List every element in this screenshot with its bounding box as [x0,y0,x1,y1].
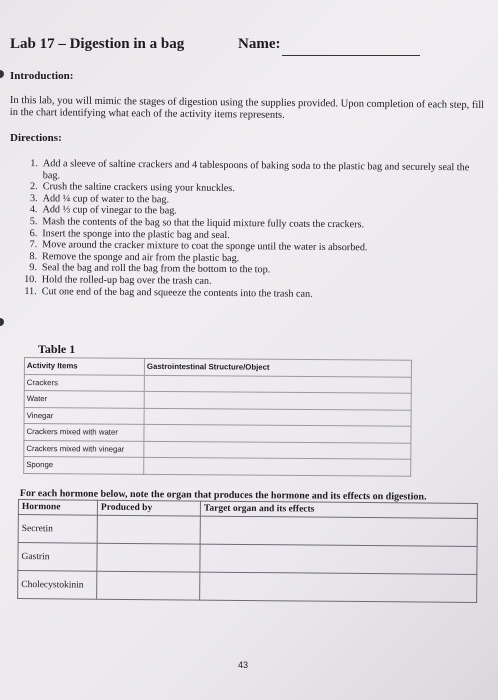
activity-item-cell: Crackers [24,374,144,391]
direction-step: 2. Crush the saltine crackers using your knuckles. [30,181,235,195]
answer-cell[interactable] [144,441,411,459]
direction-step: 1. Add a sleeve of saltine crackers and 4 tablespoons of baking soda to the plastic bag and securely seal the bag. [30,158,470,181]
table-row [18,543,477,575]
hormone-section-heading: For each hormone below, note the organ that produces the hormone and its effects on digestion. [19,488,427,503]
table1-heading: Table 1 [38,342,76,356]
answer-cell[interactable] [97,543,200,572]
answer-cell[interactable] [200,516,477,546]
direction-step: 5. Mash the contents of the bag so that the liquid mixture fully coats the crackers. [29,216,365,231]
activity-item-cell: Crackers mixed with vinegar [24,440,144,457]
table-row [24,457,411,476]
answer-cell[interactable] [200,544,477,574]
answer-cell[interactable] [97,515,200,544]
directions-list [21,158,488,302]
direction-step: 7. Move around the cracker mixture to coat the sponge until the water is absorbed. [29,239,368,254]
direction-step: 9. Seal the bag and roll the bag from the bottom to the top. [29,262,271,276]
page-number: 43 [238,660,249,670]
binder-hole [0,318,4,326]
activity-item-cell: Water [24,391,144,408]
table-header-gi-structure: Gastrointestinal Structure/Object [144,358,411,376]
direction-step: 10. Hold the rolled-up bag over the trash can. [24,273,212,287]
table-header-activity-items: Activity Items [24,358,144,375]
hormone-cell: Cholecystokinin [18,571,97,600]
page-title: Lab 17 – Digestion in a bag [10,36,185,52]
table-header-produced-by: Produced by [97,500,200,516]
introduction-text: In this lab, you will mimic the stages of digestion using the supplies provided. Upon completion of each step, fill in the chart identifying what each of the activity items represents. [9,95,485,121]
activity-items-table [23,357,412,476]
table-header-hormone: Hormone [18,500,97,516]
hormone-table [17,499,478,603]
direction-step: 8. Remove the sponge and air from the plastic bag. [29,250,240,264]
direction-step: 6. Insert the sponge into the plastic bag and seal. [29,227,230,241]
table-row [18,515,477,547]
activity-item-cell: Vinegar [24,407,144,424]
name-label: Name: [238,36,281,52]
answer-cell[interactable] [144,375,411,393]
answer-cell[interactable] [200,572,477,602]
answer-cell[interactable] [144,457,411,475]
hormone-cell: Secretin [18,515,97,544]
answer-cell[interactable] [144,391,411,409]
direction-step: 3. Add ¼ cup of water to the bag. [29,192,170,206]
answer-cell[interactable] [144,408,411,426]
directions-heading: Directions: [10,132,62,144]
direction-step: 4. Add ⅓ cup of vinegar to the bag. [29,204,177,217]
activity-item-cell: Crackers mixed with water [24,424,144,441]
table-header-target-organ: Target organ and its effects [200,501,477,518]
answer-cell[interactable] [144,424,411,442]
direction-step: 11. Cut one end of the bag and squeeze the contents into the trash can. [24,285,313,300]
hormone-cell: Gastrin [18,543,97,572]
answer-cell[interactable] [97,571,200,600]
name-blank-line [282,55,420,56]
introduction-heading: Introduction: [10,70,74,82]
binder-hole [0,70,4,78]
activity-item-cell: Sponge [24,457,144,474]
table-row [18,571,477,603]
